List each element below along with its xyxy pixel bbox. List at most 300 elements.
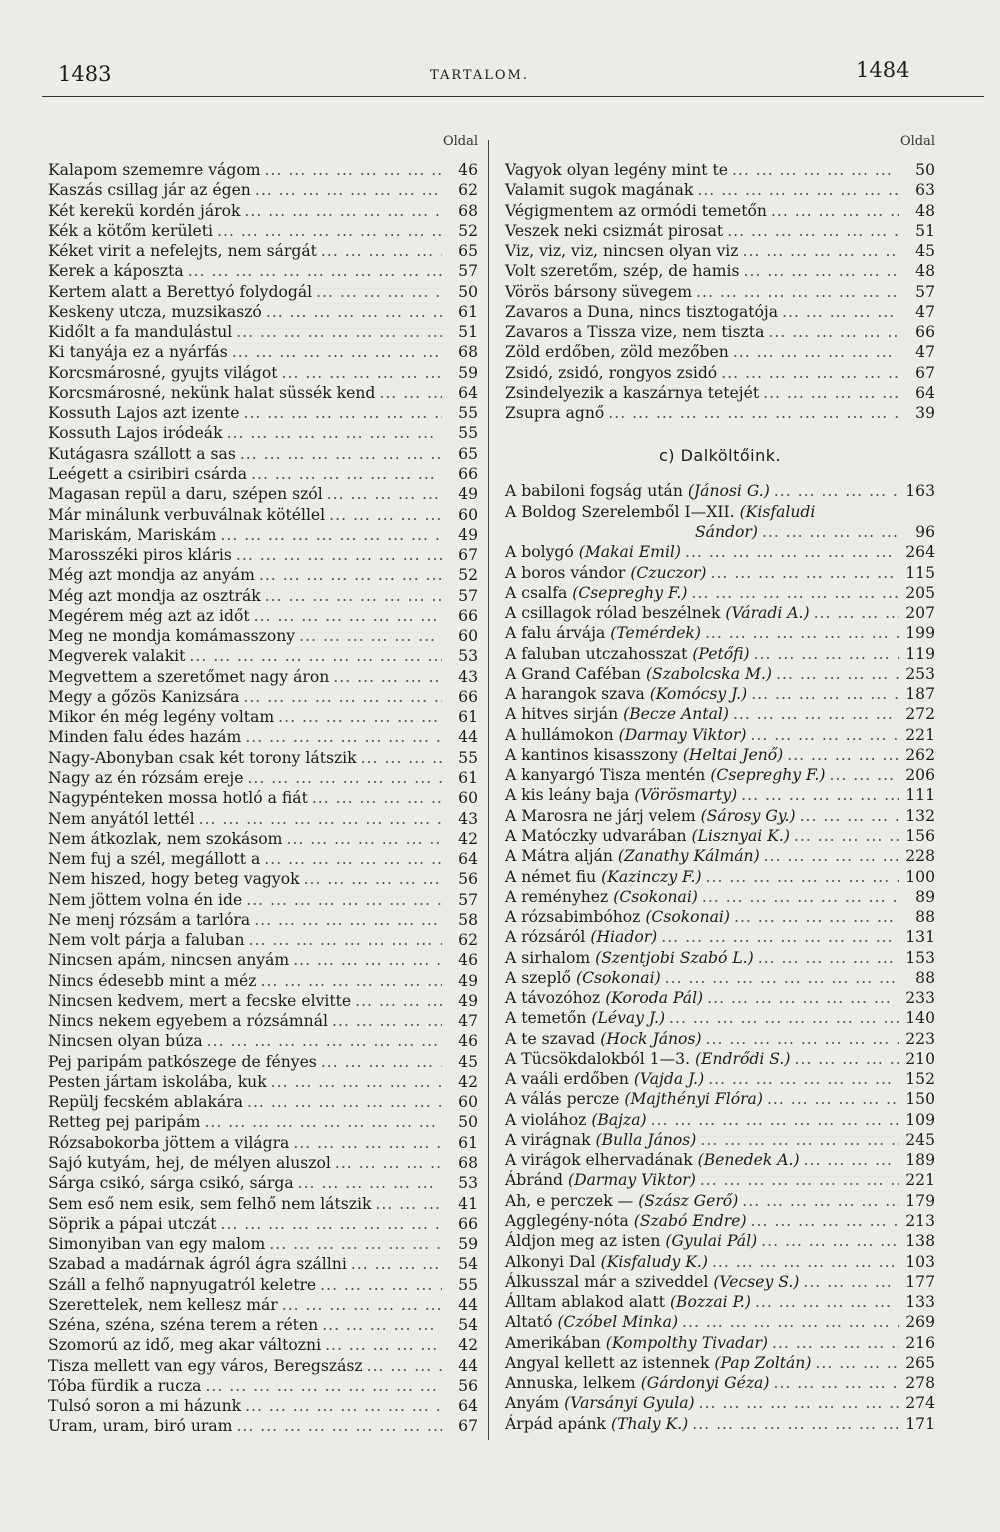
dot-leader bbox=[682, 1312, 899, 1332]
entry-title bbox=[505, 1333, 768, 1353]
entry-title-text: A Tücsökdalokból 1—3. bbox=[505, 1049, 691, 1068]
entry-page: 66 bbox=[915, 323, 935, 342]
entry-title bbox=[48, 363, 278, 383]
right-page-heading: Oldal bbox=[899, 134, 935, 149]
entry-title bbox=[48, 768, 243, 788]
entry-title-text: Mariskám, Mariskám bbox=[48, 525, 217, 544]
entry-title-text: Korcsmárosné, nekünk halat süssék kend bbox=[48, 383, 376, 402]
entry-title bbox=[48, 991, 351, 1011]
dot-leader bbox=[758, 948, 899, 968]
entry-page: 132 bbox=[905, 806, 935, 825]
entry-page: 131 bbox=[905, 928, 935, 947]
entry-page: 96 bbox=[915, 522, 935, 541]
entry-title-text: Áldjon meg az isten bbox=[505, 1232, 661, 1251]
toc-entry bbox=[505, 1150, 935, 1170]
entry-page: 50 bbox=[915, 161, 935, 179]
entry-page: 103 bbox=[905, 1252, 935, 1271]
dot-leader bbox=[794, 826, 899, 846]
dot-leader bbox=[804, 1150, 899, 1170]
dot-leader bbox=[245, 1396, 442, 1416]
entry-title bbox=[505, 603, 810, 623]
entry-title bbox=[505, 927, 657, 947]
entry-title bbox=[48, 950, 289, 970]
entry-title bbox=[48, 707, 274, 727]
entry-title-text: A babiloni fogság után bbox=[505, 482, 683, 501]
toc-entry bbox=[505, 403, 935, 423]
dot-leader bbox=[220, 1214, 442, 1234]
entry-title-text: A német fiu bbox=[505, 867, 597, 886]
dot-leader bbox=[692, 1414, 899, 1434]
dot-leader bbox=[705, 623, 899, 643]
entry-title bbox=[48, 545, 232, 565]
entry-title-text: A Marosra ne járj velem bbox=[505, 806, 696, 825]
toc-entry bbox=[48, 950, 478, 970]
entry-title bbox=[48, 423, 223, 443]
entry-page: 68 bbox=[458, 1154, 478, 1173]
entry-title-text: Megverek valakit bbox=[48, 647, 186, 666]
column-divider bbox=[488, 140, 489, 1440]
dot-leader bbox=[355, 991, 442, 1011]
entry-title-text: A kantinos kisasszony bbox=[505, 745, 678, 764]
entry-title bbox=[48, 910, 250, 930]
entry-page: 60 bbox=[458, 1093, 478, 1112]
entry-page: 109 bbox=[905, 1110, 935, 1129]
toc-entry bbox=[48, 505, 478, 525]
entry-author: (Bulla János) bbox=[595, 1130, 697, 1149]
toc-entry bbox=[505, 282, 935, 302]
toc-entry bbox=[505, 927, 935, 947]
entry-title bbox=[48, 241, 317, 261]
dot-leader bbox=[669, 1008, 899, 1028]
toc-entry bbox=[48, 525, 478, 545]
entry-title-text: A rózsabimbóhoz bbox=[505, 908, 641, 927]
entry-page: 61 bbox=[458, 768, 478, 787]
entry-title bbox=[505, 907, 730, 927]
entry-page: 68 bbox=[458, 343, 478, 362]
dot-leader bbox=[220, 525, 442, 545]
entry-title-text: Szabad a madárnak ágról ágra szállni bbox=[48, 1255, 347, 1274]
entry-title bbox=[505, 988, 703, 1008]
entry-author: (Szentjobi Szabó L.) bbox=[595, 948, 754, 967]
entry-title-text: Álltam ablakod alatt bbox=[505, 1293, 665, 1312]
entry-title bbox=[505, 846, 760, 866]
toc-entry bbox=[48, 1416, 478, 1436]
entry-title bbox=[48, 1133, 289, 1153]
entry-title bbox=[48, 667, 329, 687]
entry-title-text: Marosszéki piros kláris bbox=[48, 546, 232, 565]
toc-entry bbox=[505, 644, 935, 664]
entry-title-text: A vaáli erdőben bbox=[505, 1070, 629, 1089]
entry-title-text: Valamit sugok magának bbox=[505, 181, 694, 200]
dot-leader bbox=[299, 626, 442, 646]
dot-leader bbox=[321, 1052, 442, 1072]
entry-title-text: A hitves sirján bbox=[505, 705, 619, 724]
dot-leader bbox=[269, 1234, 442, 1254]
entry-title bbox=[505, 785, 737, 805]
entry-title bbox=[505, 704, 729, 724]
toc-entry bbox=[505, 1292, 935, 1312]
dot-leader bbox=[761, 1231, 899, 1251]
entry-title-text: A falu árvája bbox=[505, 624, 606, 643]
entry-title bbox=[48, 890, 242, 910]
entry-author: (Gyulai Pál) bbox=[665, 1232, 758, 1251]
entry-title bbox=[505, 383, 759, 403]
entry-page: 49 bbox=[458, 525, 478, 544]
page-header bbox=[0, 0, 1000, 100]
entry-title-text: Kerek a káposzta bbox=[48, 262, 184, 281]
entry-author: (Czuczor) bbox=[630, 563, 707, 582]
dot-leader bbox=[278, 707, 442, 727]
entry-page: 61 bbox=[458, 302, 478, 321]
entry-page: 205 bbox=[905, 583, 935, 602]
entry-title bbox=[505, 1130, 696, 1150]
toc-entry bbox=[48, 1112, 478, 1132]
toc-entry bbox=[48, 302, 478, 322]
entry-author: (Lévay J.) bbox=[591, 1009, 666, 1028]
toc-entry bbox=[505, 201, 935, 221]
entry-title bbox=[505, 363, 717, 383]
dot-leader bbox=[240, 444, 442, 464]
entry-page: 62 bbox=[458, 181, 478, 200]
entry-title bbox=[505, 684, 747, 704]
entry-page: 42 bbox=[458, 1072, 478, 1091]
toc-entry bbox=[48, 1214, 478, 1234]
entry-title-text: Pesten jártam iskolába, kuk bbox=[48, 1072, 267, 1091]
entry-page: 140 bbox=[905, 1009, 935, 1028]
toc-entry bbox=[48, 768, 478, 788]
entry-title-text: Mikor én még legény voltam bbox=[48, 708, 275, 727]
entry-title bbox=[48, 748, 357, 768]
entry-title bbox=[48, 727, 241, 747]
toc-entry bbox=[48, 1092, 478, 1112]
entry-page: 206 bbox=[905, 766, 935, 785]
entry-title-text: Árpád apánk bbox=[505, 1414, 607, 1433]
toc-entry bbox=[48, 646, 478, 666]
entry-page: 45 bbox=[915, 242, 935, 261]
entry-title-text: A hullámokon bbox=[505, 725, 614, 744]
entry-title bbox=[48, 1092, 243, 1112]
entry-title bbox=[48, 160, 261, 180]
entry-title-text: Nagy az én rózsám ereje bbox=[48, 768, 244, 787]
entry-title-text: Tulsó soron a mi házunk bbox=[48, 1397, 242, 1416]
entry-title bbox=[48, 505, 325, 525]
toc-entry bbox=[505, 1252, 935, 1272]
entry-title-text: Megvettem a szeretőmet nagy áron bbox=[48, 667, 330, 686]
dot-leader bbox=[255, 180, 442, 200]
dot-leader bbox=[247, 1092, 442, 1112]
entry-title-text: Agglegény-nóta bbox=[505, 1212, 629, 1231]
toc-entry bbox=[505, 1272, 935, 1292]
entry-title-text: Kék a kötőm kerületi bbox=[48, 221, 213, 240]
dot-leader bbox=[661, 927, 899, 947]
entry-title-text: Nincsen olyan búza bbox=[48, 1032, 203, 1051]
entry-page: 48 bbox=[915, 262, 935, 281]
entry-title-text: Anyám bbox=[505, 1394, 560, 1413]
entry-page: 55 bbox=[458, 1275, 478, 1294]
dot-leader bbox=[706, 867, 899, 887]
entry-title bbox=[48, 464, 247, 484]
toc-entry bbox=[48, 1153, 478, 1173]
entry-title bbox=[48, 1335, 321, 1355]
toc-entry bbox=[505, 1089, 935, 1109]
toc-entry bbox=[505, 563, 935, 583]
entry-author: (Vörösmarty) bbox=[634, 786, 738, 805]
entry-title-text: Zsidó, zsidó, rongyos zsidó bbox=[505, 363, 718, 382]
entry-page: 50 bbox=[458, 282, 478, 301]
entry-title-text: A csillagok rólad beszélnek bbox=[505, 604, 721, 623]
dot-leader bbox=[332, 1011, 442, 1031]
entry-title-text: A sirhalom bbox=[505, 948, 591, 967]
entry-page: 278 bbox=[905, 1374, 935, 1393]
toc-entry bbox=[505, 1191, 935, 1211]
entry-title bbox=[505, 644, 750, 664]
entry-page: 53 bbox=[458, 1174, 478, 1193]
entry-title-text: Kossuth Lajos azt izente bbox=[48, 404, 240, 423]
dot-leader bbox=[764, 846, 899, 866]
entry-title bbox=[48, 1052, 317, 1072]
entry-title-text: A virágok elhervadának bbox=[505, 1151, 693, 1170]
toc-entry bbox=[48, 930, 478, 950]
dot-leader bbox=[776, 664, 899, 684]
toc-entry bbox=[505, 1333, 935, 1353]
dot-leader bbox=[375, 1194, 442, 1214]
entry-page: 272 bbox=[905, 705, 935, 724]
entry-title bbox=[505, 1211, 747, 1231]
entry-title-text: Kalapom szememre vágom bbox=[48, 161, 261, 179]
entry-title-text: A virágnak bbox=[505, 1130, 591, 1149]
entry-title-text: Sem eső nem esik, sem felhő nem látszik bbox=[48, 1194, 372, 1213]
entry-author: (Szabó Endre) bbox=[633, 1212, 747, 1231]
dot-leader bbox=[733, 704, 899, 724]
dot-leader bbox=[367, 1356, 442, 1376]
toc-entry bbox=[48, 1396, 478, 1416]
entry-title-text: Alkonyi Dal bbox=[505, 1252, 596, 1271]
dot-leader bbox=[794, 1049, 899, 1069]
entry-title bbox=[505, 542, 681, 562]
dot-leader bbox=[743, 241, 900, 261]
entry-title-text: Amerikában bbox=[505, 1333, 601, 1352]
entry-page: 55 bbox=[458, 748, 478, 767]
dot-leader bbox=[266, 302, 442, 322]
entry-title-text: Ne menj rózsám a tarlóra bbox=[48, 910, 251, 929]
entry-page: 57 bbox=[458, 890, 478, 909]
entry-title bbox=[505, 623, 701, 643]
entry-title-text: Vörös bársony süvegem bbox=[505, 282, 693, 301]
entry-page: 253 bbox=[905, 664, 935, 683]
entry-page: 153 bbox=[905, 948, 935, 967]
entry-title-text: A reményhez bbox=[505, 887, 609, 906]
toc-entry bbox=[48, 180, 478, 200]
entry-title bbox=[48, 1031, 203, 1051]
entry-author: (Heltai Jenő) bbox=[682, 745, 784, 764]
dot-leader bbox=[711, 563, 900, 583]
toc-entry bbox=[505, 704, 935, 724]
entry-title-text: A te szavad bbox=[505, 1029, 596, 1048]
entry-title bbox=[505, 282, 692, 302]
entry-page: 47 bbox=[915, 302, 935, 321]
entry-title-text: Zavaros a Tissza vize, nem tiszta bbox=[505, 323, 765, 342]
entry-page: 274 bbox=[905, 1394, 935, 1413]
entry-page: 43 bbox=[458, 809, 478, 828]
entry-page: 46 bbox=[458, 1032, 478, 1051]
entry-page: 67 bbox=[458, 1417, 478, 1436]
dot-leader bbox=[742, 1191, 899, 1211]
dot-leader bbox=[697, 180, 899, 200]
entry-page: 59 bbox=[458, 1235, 478, 1254]
section-entry-list bbox=[505, 481, 935, 1433]
entry-title-text: Sárga csikó, sárga csikó, sárga bbox=[48, 1174, 294, 1193]
entry-title-text: Nincs nekem egyebem a rózsámnál bbox=[48, 1012, 328, 1031]
dot-leader bbox=[236, 545, 442, 565]
entry-title-text: Álkusszal már a sziveddel bbox=[505, 1272, 709, 1291]
entry-title bbox=[505, 322, 764, 342]
toc-entry bbox=[48, 849, 478, 869]
entry-page: 65 bbox=[458, 444, 478, 463]
entry-page: 223 bbox=[905, 1029, 935, 1048]
entry-title bbox=[505, 1069, 704, 1089]
toc-entry bbox=[48, 464, 478, 484]
dot-leader bbox=[814, 603, 899, 623]
entry-title bbox=[505, 481, 770, 501]
page-number-right: 1484 bbox=[856, 58, 910, 82]
entry-title bbox=[48, 1315, 318, 1335]
section-title: c) Dalköltőink. bbox=[658, 446, 782, 466]
entry-page: 150 bbox=[905, 1090, 935, 1109]
entry-title-text: Korcsmárosné, gyujts világot bbox=[48, 363, 278, 382]
entry-title bbox=[505, 1312, 678, 1332]
entry-author: (Csepreghy F.) bbox=[572, 583, 688, 602]
dot-leader bbox=[335, 1153, 442, 1173]
entry-page: 45 bbox=[458, 1052, 478, 1071]
entry-page: 55 bbox=[458, 404, 478, 423]
dot-leader bbox=[379, 383, 442, 403]
dot-leader bbox=[271, 1072, 442, 1092]
dot-leader bbox=[803, 1272, 899, 1292]
toc-entry bbox=[505, 1414, 935, 1434]
entry-page: 163 bbox=[905, 482, 935, 501]
entry-title-text: A bolygó bbox=[505, 543, 574, 562]
toc-entry bbox=[48, 1376, 478, 1396]
toc-entry bbox=[48, 1295, 478, 1315]
toc-entry bbox=[505, 1373, 935, 1393]
entry-title-text: Megy a gőzös Kanizsára bbox=[48, 687, 240, 706]
entry-author: (Lisznyai K.) bbox=[691, 826, 790, 845]
entry-page: 57 bbox=[915, 282, 935, 301]
entry-title bbox=[48, 403, 239, 423]
entry-title-text: Kidőlt a fa mandulástul bbox=[48, 323, 233, 342]
dot-leader bbox=[232, 342, 442, 362]
entry-title-text: A válás percze bbox=[505, 1090, 620, 1109]
entry-title bbox=[505, 221, 723, 241]
entry-page: 64 bbox=[458, 383, 478, 402]
entry-title-text: Nincs édesebb mint a méz bbox=[48, 971, 257, 990]
toc-entry bbox=[505, 342, 935, 362]
entry-page: 138 bbox=[905, 1232, 935, 1251]
entry-title bbox=[505, 968, 661, 988]
entry-page: 187 bbox=[905, 685, 935, 704]
entry-page: 245 bbox=[905, 1130, 935, 1149]
dot-leader bbox=[249, 930, 442, 950]
toc-entry bbox=[48, 727, 478, 747]
entry-page: 67 bbox=[458, 546, 478, 565]
entry-title-text: Volt szeretőm, szép, de hamis bbox=[505, 262, 740, 281]
entry-title bbox=[505, 745, 783, 765]
toc-entry bbox=[48, 788, 478, 808]
entry-author: (Kompolthy Tivadar) bbox=[605, 1333, 768, 1352]
entry-title-text: Annuska, lelkem bbox=[505, 1374, 636, 1393]
dot-leader bbox=[265, 586, 442, 606]
left-page-heading: Oldal bbox=[442, 134, 478, 149]
dot-leader bbox=[260, 971, 442, 991]
toc-entry bbox=[505, 583, 935, 603]
dot-leader bbox=[741, 785, 899, 805]
dot-leader bbox=[304, 869, 442, 889]
entry-author: (Darmay Viktor) bbox=[618, 725, 747, 744]
dot-leader bbox=[320, 1275, 442, 1295]
entry-page: 63 bbox=[915, 181, 935, 200]
dot-leader bbox=[750, 725, 899, 745]
dot-leader bbox=[815, 1353, 899, 1373]
entry-title bbox=[505, 502, 815, 522]
entry-page: 88 bbox=[915, 908, 935, 927]
entry-title bbox=[48, 809, 195, 829]
toc-entry bbox=[48, 1234, 478, 1254]
entry-title bbox=[48, 930, 245, 950]
left-entry-list bbox=[48, 160, 478, 1437]
entry-author: (Hiador) bbox=[590, 928, 658, 947]
entry-title bbox=[48, 282, 312, 302]
entry-title-text: Száll a felhő napnyugatról keletre bbox=[48, 1275, 317, 1294]
dot-leader bbox=[322, 1315, 442, 1335]
toc-entry bbox=[48, 484, 478, 504]
toc-entry bbox=[505, 1130, 935, 1150]
toc-entry bbox=[505, 322, 935, 342]
entry-page: 65 bbox=[458, 242, 478, 261]
toc-entry bbox=[505, 542, 935, 562]
entry-author: (Váradi A.) bbox=[725, 604, 810, 623]
entry-title-text: A Grand Caféban bbox=[505, 664, 641, 683]
toc-entry bbox=[505, 1231, 935, 1251]
entry-title-text: A csalfa bbox=[505, 583, 568, 602]
entry-title-text: Ábránd bbox=[505, 1171, 564, 1190]
right-entry-list bbox=[505, 160, 935, 423]
dot-leader bbox=[768, 322, 899, 342]
entry-title bbox=[505, 583, 687, 603]
entry-title-text: A Mátra alján bbox=[505, 847, 613, 866]
entry-page: 57 bbox=[458, 262, 478, 281]
dot-leader bbox=[772, 1333, 899, 1353]
entry-title bbox=[505, 867, 702, 887]
toc-entry bbox=[505, 383, 935, 403]
entry-title-text: Zsupra agnő bbox=[505, 404, 605, 423]
entry-page: 68 bbox=[458, 201, 478, 220]
toc-entry bbox=[48, 1052, 478, 1072]
entry-title bbox=[48, 302, 262, 322]
entry-title bbox=[48, 1112, 200, 1132]
dot-leader bbox=[754, 644, 899, 664]
entry-title-text: A faluban utczahosszat bbox=[505, 644, 688, 663]
dot-leader bbox=[762, 522, 899, 542]
entry-page: 119 bbox=[905, 644, 935, 663]
toc-entry bbox=[48, 241, 478, 261]
entry-title bbox=[48, 626, 295, 646]
dot-leader bbox=[721, 363, 899, 383]
toc-entry bbox=[48, 910, 478, 930]
dot-leader bbox=[665, 968, 899, 988]
toc-entry bbox=[48, 221, 478, 241]
entry-author: (Kisfaludi bbox=[739, 502, 816, 521]
entry-title bbox=[48, 261, 184, 281]
